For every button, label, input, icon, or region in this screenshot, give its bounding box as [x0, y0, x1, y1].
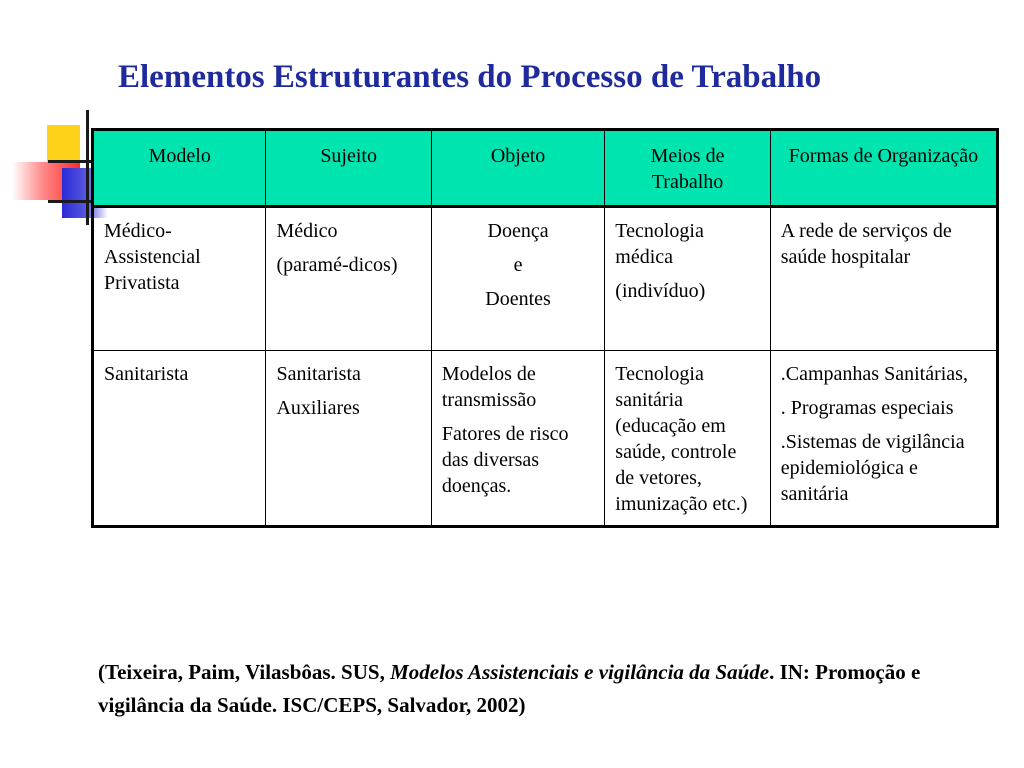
citation-authors: (Teixeira, Paim, Vilasbôas. SUS, — [98, 660, 391, 684]
cell-text: Tecnologia médica — [615, 220, 704, 268]
cell-modelo — [93, 351, 266, 527]
cell-meios — [605, 207, 770, 351]
cell-modelo — [93, 207, 266, 351]
table-header-row — [93, 130, 998, 207]
cell-text: Sanitarista — [104, 363, 189, 385]
cell-text: Médico-Assistencial Privatista — [104, 220, 201, 294]
cell-text: Auxiliares — [276, 397, 360, 419]
cell-formas — [770, 351, 997, 527]
cell-text: (paramé-dicos) — [276, 254, 398, 276]
citation-publication: . IN: Promoção e vigilância da Saúde. ISC/CEPS, Salvador, 2002) — [98, 660, 921, 717]
cell-text: Fatores de risco das diversas doenças. — [441, 423, 569, 497]
cell-sujeito — [266, 351, 431, 527]
cell-formas — [770, 207, 997, 351]
cell-text: Doença — [487, 220, 549, 242]
header-modelo: Modelo — [93, 130, 266, 207]
slide-title: Elementos Estruturantes do Processo de Trabalho — [118, 59, 822, 95]
cell-text: .Campanhas Sanitárias, — [780, 363, 968, 385]
citation — [98, 656, 998, 721]
cell-text: (indivíduo) — [615, 280, 706, 302]
cell-text: .Sistemas de vigilância epidemiológica e sanitária — [780, 431, 965, 505]
header-sujeito: Sujeito — [266, 130, 431, 207]
cell-text: Modelos de transmissão — [441, 363, 537, 411]
cell-objeto — [431, 207, 604, 351]
cell-sujeito — [266, 207, 431, 351]
cell-text: Sanitarista — [276, 363, 361, 385]
cell-text: . Programas especiais — [780, 397, 954, 419]
cell-text: Tecnologia sanitária (educação em saúde, controle de vetores, imunização etc.) — [615, 363, 748, 515]
process-elements-table — [91, 128, 999, 528]
cell-meios — [605, 351, 770, 527]
table-row — [93, 207, 998, 351]
cell-text: e — [513, 254, 523, 276]
header-objeto: Objeto — [431, 130, 604, 207]
decor-vertical-line — [86, 110, 89, 225]
cell-objeto — [431, 351, 604, 527]
table-row — [93, 351, 998, 527]
cell-text: Doentes — [485, 288, 551, 310]
header-meios: Meios de Trabalho — [605, 130, 770, 207]
header-formas: Formas de Organização — [770, 130, 997, 207]
cell-text: A rede de serviços de saúde hospitalar — [780, 220, 952, 268]
citation-work-title: Modelos Assistenciais e vigilância da Saúde — [390, 660, 770, 684]
cell-text: Médico — [276, 220, 338, 242]
